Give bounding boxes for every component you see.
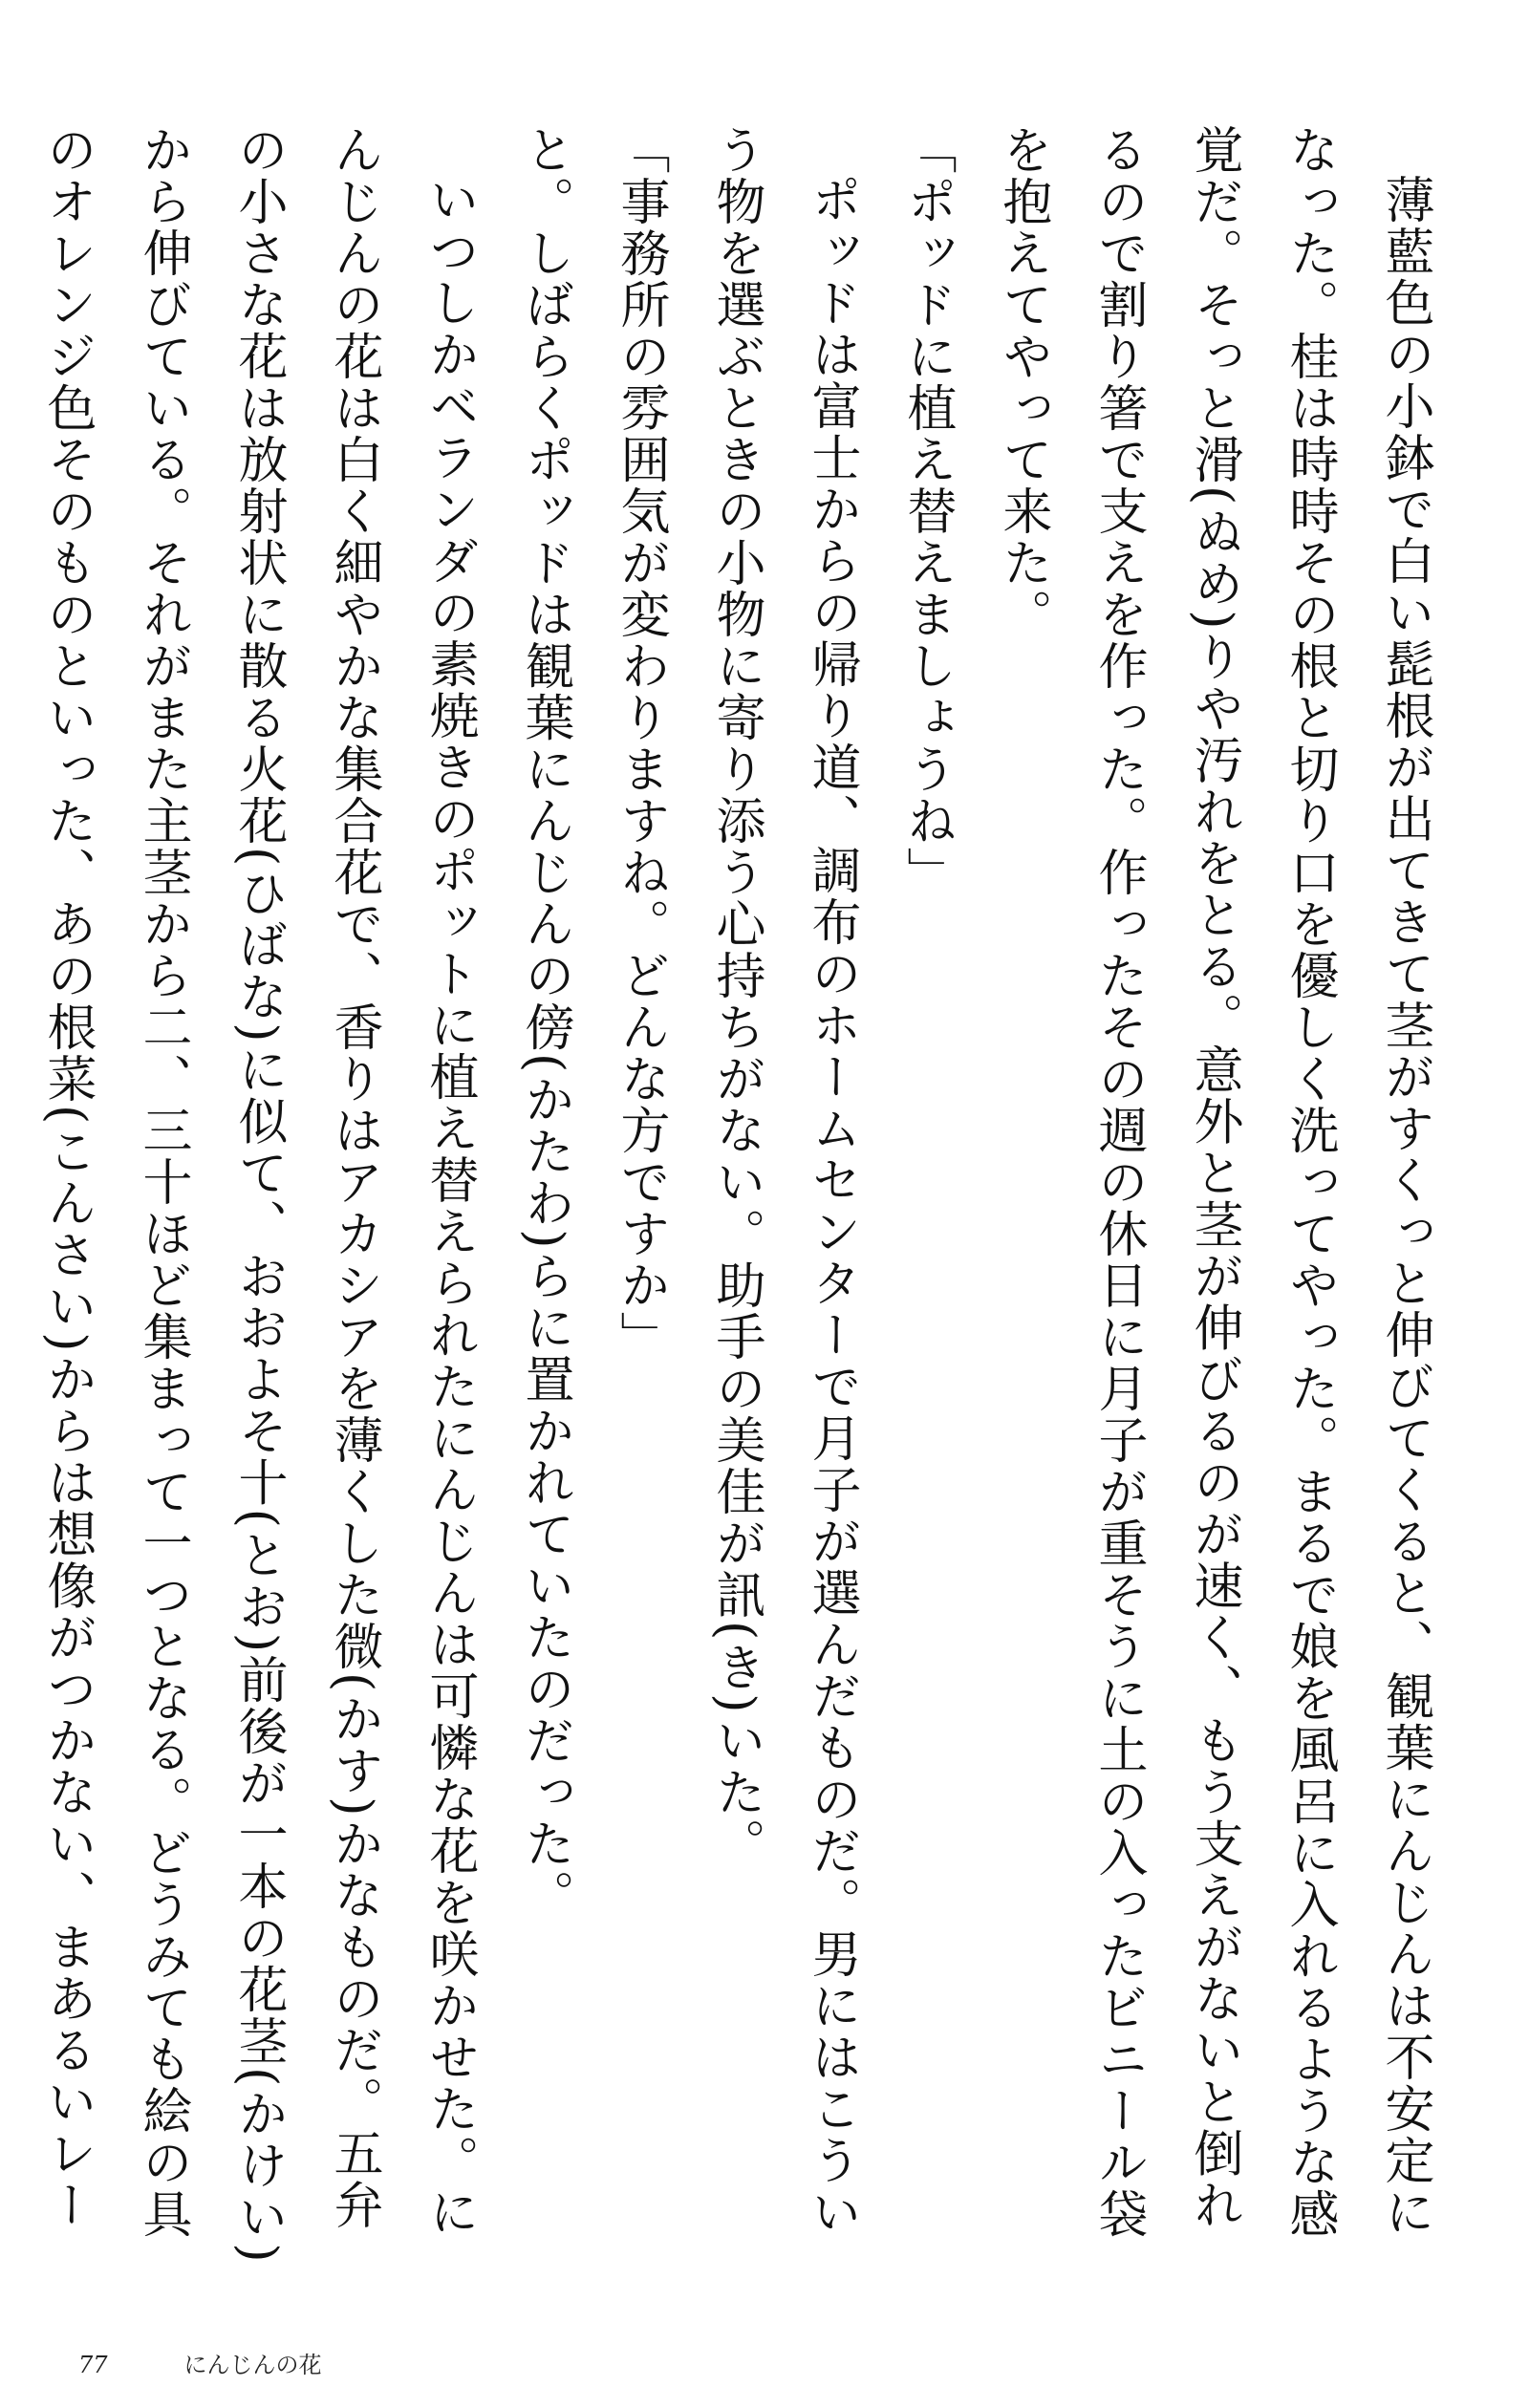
vertical-text-body [38,124,1453,2274]
paragraph-3: と。しばらくポッドは観葉にんじんの傍(かたわ)らに置かれていたのだった。 [516,124,573,1922]
paragraph-2: ポッドは富士からの帰り道、調布のホームセンターで月子が選んだものだ。男にはこういう物を選ぶときの小物に寄り添う心持ちがない。助手の美佳が訊(き)いた。 [707,124,860,2238]
paragraph-4: いつしかベランダの素焼きのポットに植え替えられたにんじんは可憐な花を咲かせた。にんじんの花は白く細やかな集合花で、香りはアカシアを薄くした微(かす)かなものだ。五弁の小さな花は放射状に散る火花(ひばな)に似て、おおよそ十(とお)前後が一本の花茎(かけい)から伸びている。それがまた主茎から二、三十ほど集まって一つとなる。どうみても絵の具のオレンジ色そのものといった、あの根菜(こんさい)からは想像がつかない、まあるいレー [38,124,478,2265]
dialogue-1: 「ポッドに植え替えましょうね」 [898,124,956,898]
paragraph-1: 薄藍色の小鉢で白い髭根が出てきて茎がすくっと伸びてくると、観葉にんじんは不安定になった。桂は時時その根と切り口を優しく洗ってやった。まるで娘を風呂に入れるような感覚だ。そっと滑(ぬめ)りや汚れをとる。意外と茎が伸びるのが速く、もう支えがないと倒れるので割り箸で支えを作った。作ったその週の休日に月子が重そうに土の入ったビニール袋を抱えてやって来た。 [994,124,1433,2240]
page-footer [78,2346,322,2384]
page-number: 77 [78,2352,108,2378]
running-title: にんじんの花 [183,2352,322,2378]
dialogue-2: 「事務所の雰囲気が変わりますね。どんな方ですか」 [612,124,669,1363]
